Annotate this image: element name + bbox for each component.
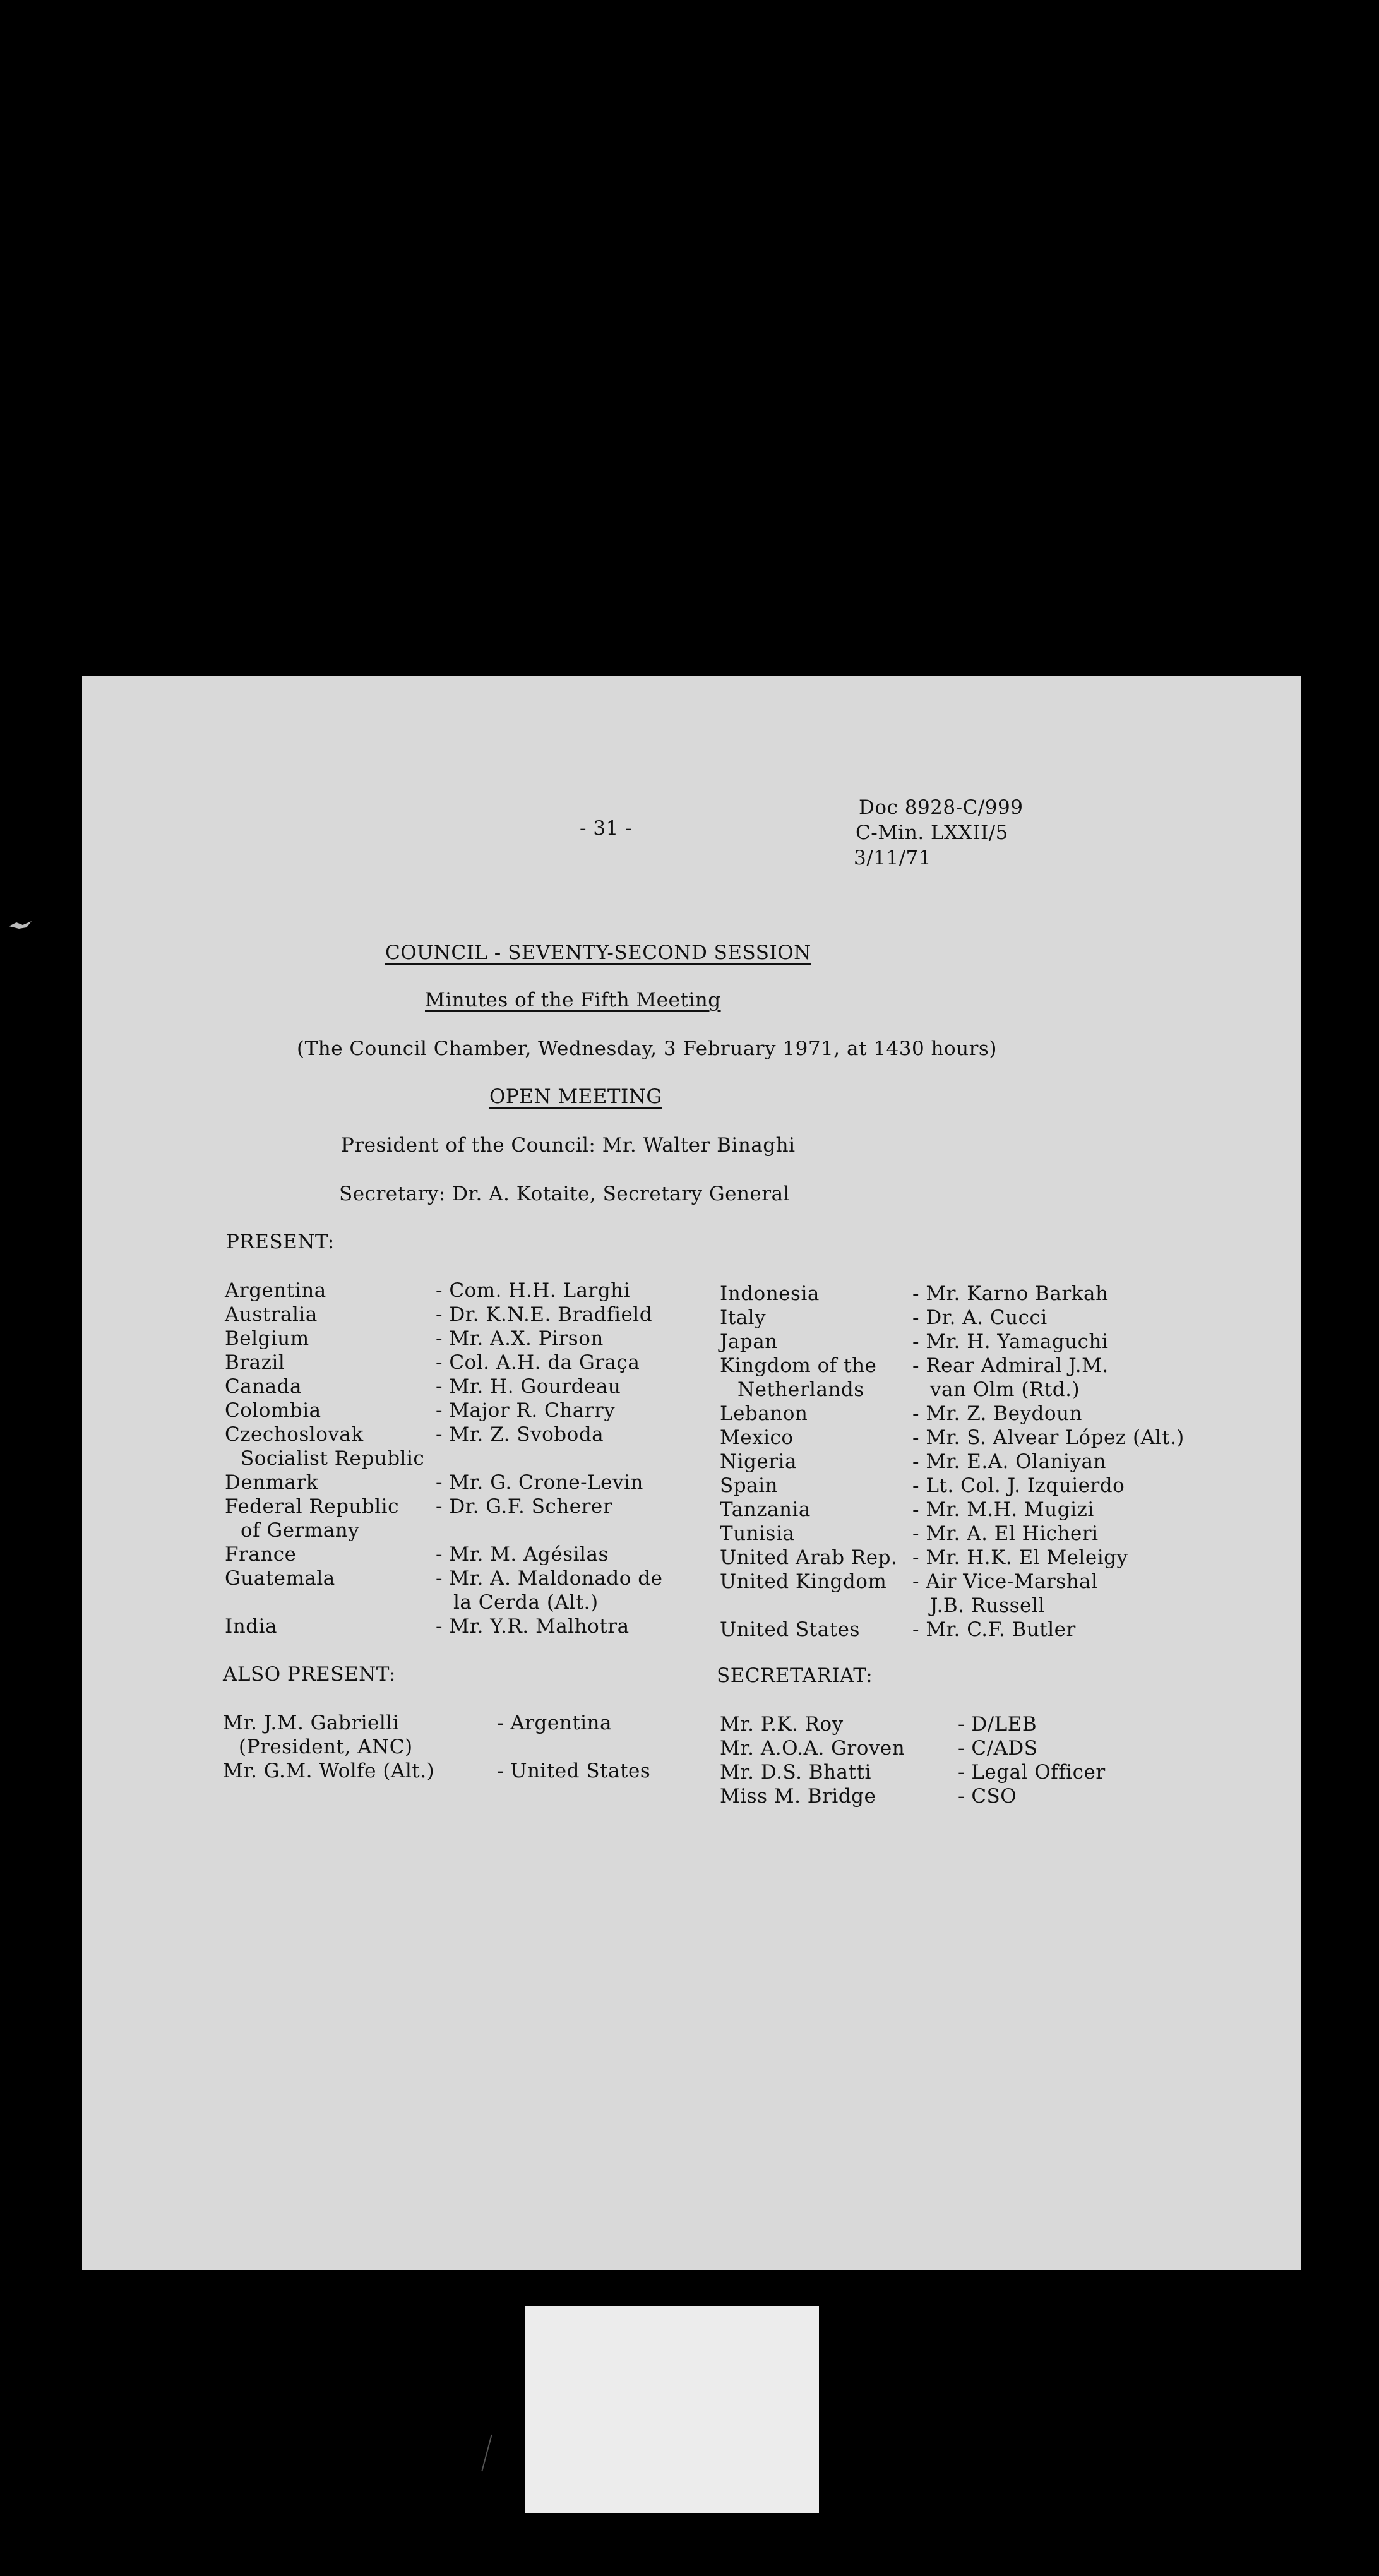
- country-name: Italy: [720, 1306, 767, 1329]
- country-name: Tunisia: [720, 1522, 795, 1545]
- representative-name: - Rear Admiral J.M.: [912, 1354, 1109, 1377]
- country-name: of Germany: [241, 1519, 360, 1542]
- country-name: Mexico: [720, 1426, 794, 1449]
- representative-name: [436, 1518, 662, 1542]
- country-name: [225, 1590, 424, 1614]
- representative-name: - Mr. M.H. Mugizi: [912, 1498, 1094, 1521]
- representative-name: - Dr. G.F. Scherer: [436, 1495, 613, 1518]
- country-name: Lebanon: [720, 1402, 808, 1425]
- minutes-reference: C-Min. LXXII/5: [856, 821, 1008, 844]
- venue-line: (The Council Chamber, Wednesday, 3 February 1971, at 1430 hours): [297, 1037, 997, 1060]
- country-name: Argentina: [225, 1279, 326, 1302]
- country-name: Colombia: [225, 1399, 321, 1422]
- present-right-representatives: [912, 1282, 1185, 1642]
- secretariat-member: Miss M. Bridge: [720, 1785, 876, 1808]
- country-name: United Kingdom: [720, 1570, 887, 1593]
- pen-mark: [481, 2435, 492, 2471]
- attendee-affiliation: - United States: [497, 1760, 651, 1782]
- representative-name: J.B. Russell: [930, 1594, 1045, 1617]
- session-title: COUNCIL - SEVENTY-SECOND SESSION: [385, 941, 811, 964]
- present-left-countries: [225, 1279, 424, 1638]
- country-name: Kingdom of the: [720, 1354, 877, 1377]
- country-name: Nigeria: [720, 1450, 797, 1473]
- representative-name: - Mr. H.K. El Meleigy: [912, 1546, 1128, 1569]
- country-name: Federal Republic: [225, 1495, 399, 1518]
- representative-name: - Mr. C.F. Butler: [912, 1618, 1076, 1641]
- president-line: President of the Council: Mr. Walter Binaghi: [341, 1134, 796, 1157]
- representative-name: - Mr. Z. Svoboda: [436, 1423, 604, 1446]
- attendee-name: (President, ANC): [239, 1736, 413, 1758]
- representative-name: [436, 1446, 662, 1470]
- meeting-title: Minutes of the Fifth Meeting: [425, 989, 721, 1011]
- country-name: France: [225, 1543, 297, 1566]
- attendee-name: Mr. G.M. Wolfe (Alt.): [223, 1760, 435, 1782]
- attendee-name: Mr. J.M. Gabrielli: [223, 1712, 400, 1734]
- present-heading: PRESENT:: [226, 1231, 335, 1253]
- target-card: [525, 2306, 819, 2513]
- representative-name: - Mr. A.X. Pirson: [436, 1327, 604, 1350]
- representative-name: - Mr. E.A. Olaniyan: [912, 1450, 1106, 1473]
- country-name: Canada: [225, 1375, 302, 1398]
- representative-name: - Lt. Col. J. Izquierdo: [912, 1474, 1125, 1497]
- attendee-affiliation: [497, 1735, 650, 1759]
- representative-name: la Cerda (Alt.): [453, 1591, 599, 1614]
- representative-name: - Mr. Y.R. Malhotra: [436, 1615, 630, 1638]
- present-left-representatives: [436, 1279, 662, 1638]
- representative-name: - Com. H.H. Larghi: [436, 1279, 631, 1302]
- secretariat-member: Mr. P.K. Roy: [720, 1713, 844, 1736]
- secretariat-role: - D/LEB: [958, 1713, 1037, 1736]
- country-name: Guatemala: [225, 1567, 335, 1590]
- country-name: Tanzania: [720, 1498, 811, 1521]
- country-name: Czechoslovak: [225, 1423, 364, 1446]
- representative-name: - Mr. M. Agésilas: [436, 1543, 609, 1566]
- representative-name: - Dr. K.N.E. Bradfield: [436, 1303, 653, 1326]
- country-name: Indonesia: [720, 1282, 820, 1305]
- representative-name: van Olm (Rtd.): [930, 1378, 1080, 1401]
- secretariat-member: Mr. A.O.A. Groven: [720, 1737, 905, 1760]
- meeting-type: OPEN MEETING: [489, 1085, 662, 1108]
- secretariat-member: Mr. D.S. Bhatti: [720, 1761, 871, 1784]
- representative-name: - Mr. H. Gourdeau: [436, 1375, 621, 1398]
- country-name: Netherlands: [737, 1378, 864, 1401]
- representative-name: - Dr. A. Cucci: [912, 1306, 1048, 1329]
- present-right-countries: [720, 1282, 897, 1642]
- country-name: India: [225, 1615, 277, 1638]
- representative-name: - Col. A.H. da Graça: [436, 1351, 640, 1374]
- representative-name: - Mr. Karno Barkah: [912, 1282, 1109, 1305]
- edge-artifact-icon: [8, 919, 33, 931]
- also-present-heading: ALSO PRESENT:: [223, 1663, 396, 1686]
- secretariat-role: - Legal Officer: [958, 1761, 1106, 1784]
- representative-name: - Mr. H. Yamaguchi: [912, 1330, 1109, 1353]
- country-name: Japan: [720, 1330, 778, 1353]
- country-name: Denmark: [225, 1471, 319, 1494]
- country-name: United States: [720, 1618, 860, 1641]
- representative-name: - Mr. A. Maldonado de: [436, 1567, 663, 1590]
- country-name: Australia: [225, 1303, 318, 1326]
- secretariat-names: [720, 1712, 905, 1808]
- secretariat-heading: SECRETARIAT:: [717, 1664, 873, 1687]
- country-name: [720, 1594, 897, 1618]
- country-name: United Arab Rep.: [720, 1546, 898, 1569]
- representative-name: - Mr. S. Alvear López (Alt.): [912, 1426, 1185, 1449]
- country-name: Socialist Republic: [241, 1447, 425, 1470]
- secretariat-roles: [958, 1712, 1106, 1808]
- representative-name: - Major R. Charry: [436, 1399, 616, 1422]
- page-number: - 31 -: [580, 817, 633, 840]
- secretariat-role: - CSO: [958, 1785, 1017, 1808]
- attendee-affiliation: - Argentina: [497, 1712, 612, 1734]
- also-present-affiliations: [497, 1711, 650, 1783]
- secretary-line: Secretary: Dr. A. Kotaite, Secretary General: [339, 1183, 790, 1205]
- country-name: Spain: [720, 1474, 778, 1497]
- representative-name: - Mr. Z. Beydoun: [912, 1402, 1082, 1425]
- also-present-names: [223, 1711, 434, 1783]
- country-name: Brazil: [225, 1351, 285, 1374]
- secretariat-role: - C/ADS: [958, 1737, 1038, 1760]
- document-reference: Doc 8928-C/999: [859, 796, 1024, 819]
- representative-name: - Air Vice-Marshal: [912, 1570, 1098, 1593]
- representative-name: - Mr. A. El Hicheri: [912, 1522, 1099, 1545]
- representative-name: - Mr. G. Crone-Levin: [436, 1471, 643, 1494]
- document-date: 3/11/71: [854, 847, 932, 869]
- country-name: Belgium: [225, 1327, 309, 1350]
